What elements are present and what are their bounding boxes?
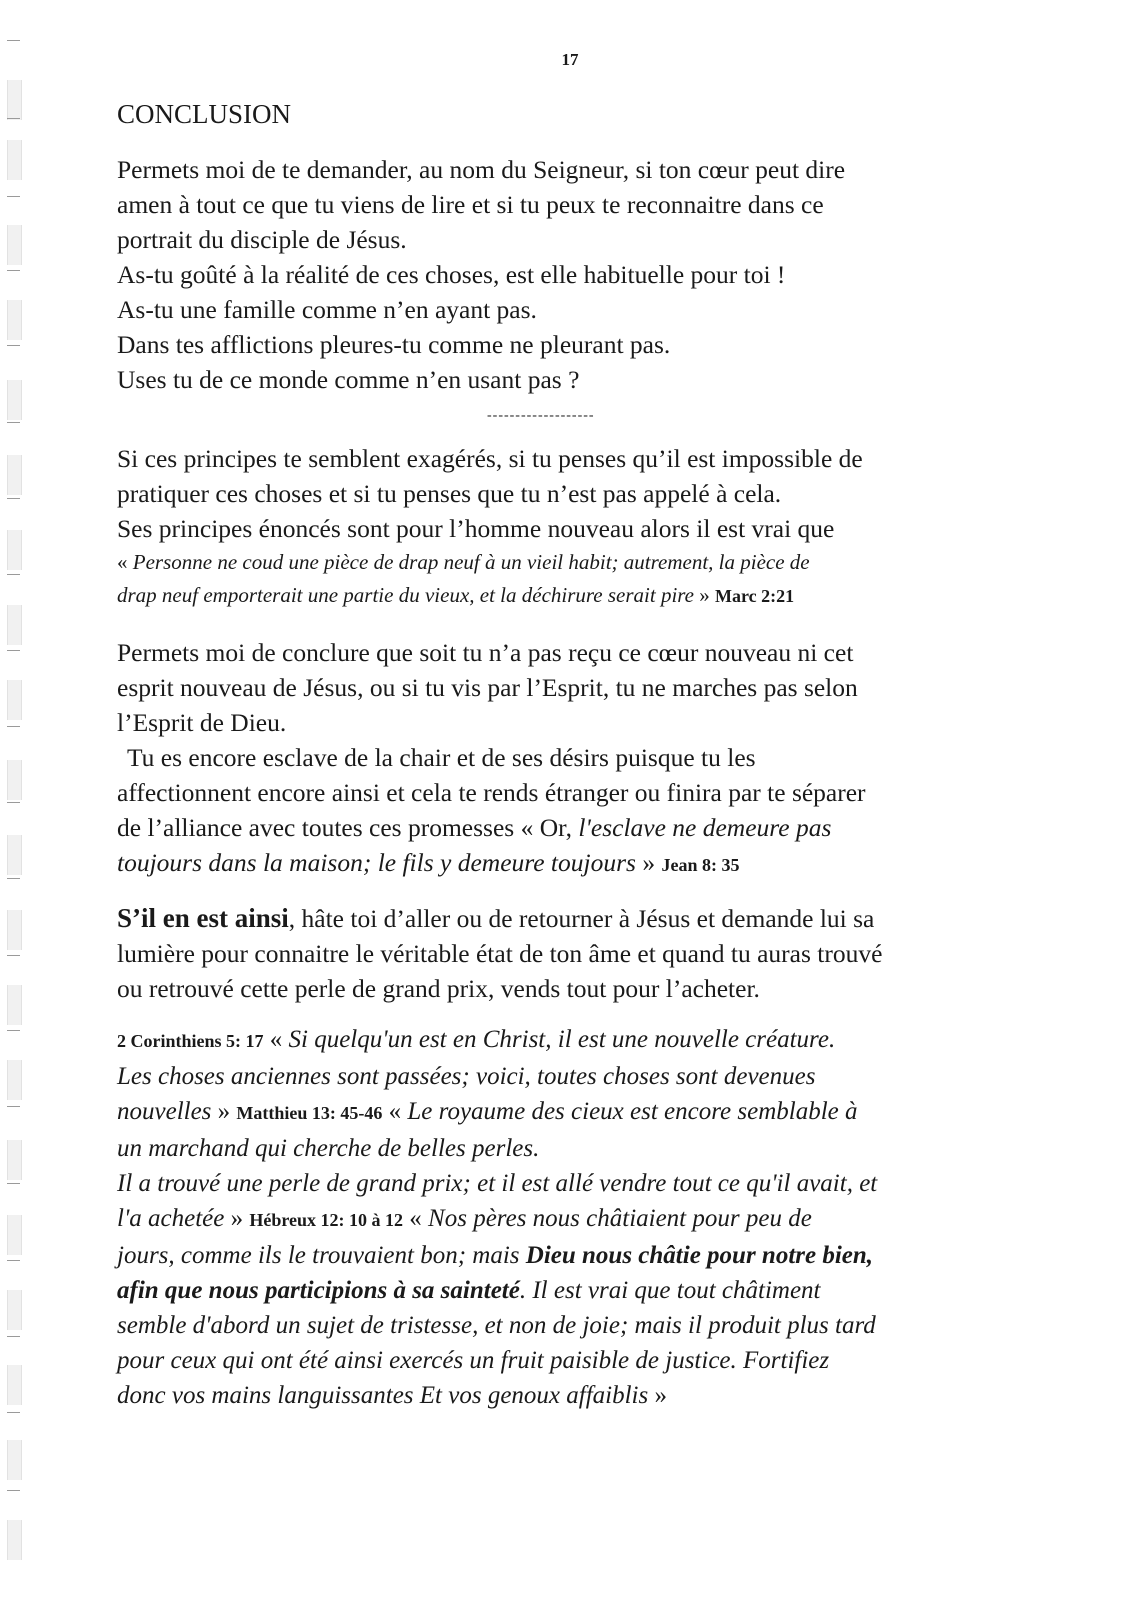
scripture-quote: drap neuf emporterait une partie du vieux, et la déchirure serait pire » Marc 2:21 [117,583,795,607]
text-line: portrait du disciple de Jésus. [117,225,407,254]
paragraph-verses [117,1022,1017,1413]
separator: ------------------- [487,408,595,423]
paragraph-exhortation [117,901,1017,1006]
text-line: esprit nouveau de Jésus, ou si tu vis par l’Esprit, tu ne marches pas selon [117,673,858,702]
text-line: Il a trouvé une perle de grand prix; et il est allé vendre tout ce qu'il avait, et [117,1170,878,1197]
paragraph-slave [117,740,1017,883]
text-line: Permets moi de te demander, au nom du Seigneur, si ton cœur peut dire [117,155,846,184]
text-line: Tu es encore esclave de la chair et de ses désirs puisque tu les [127,743,756,772]
document-body [117,96,1017,1413]
scripture-reference: Jean 8: 35 [661,855,740,875]
text-line: donc vos mains languissantes Et vos genoux affaiblis » [117,1382,667,1409]
text-line: Permets moi de conclure que soit tu n’a pas reçu ce cœur nouveau ni cet [117,638,854,667]
paragraph-intro [117,152,1017,397]
text-line: As-tu goûté à la réalité de ces choses, est elle habituelle pour toi ! [117,260,786,289]
text-line: nouvelles » Matthieu 13: 45-46 « Le royaume des cieux est encore semblable à [117,1098,858,1125]
text-line: Les choses anciennes sont passées; voici, toutes choses sont devenues [117,1063,816,1090]
text-line: semble d'abord un sujet de tristesse, et non de joie; mais il produit plus tard [117,1312,876,1339]
text-line: Ses principes énoncés sont pour l’homme nouveau alors il est vrai que [117,514,835,543]
text-line: pour ceux qui ont été ainsi exercés un fruit paisible de justice. Fortifiez [117,1347,830,1374]
text-line: Dans tes afflictions pleures-tu comme ne pleurant pas. [117,330,671,359]
text-line: l'a achetée » Hébreux 12: 10 à 12 « Nos pères nous châtiaient pour peu de [117,1205,812,1232]
text-line: 2 Corinthiens 5: 17 « Si quelqu'un est en Christ, il est une nouvelle créature. [117,1026,836,1053]
scripture-quote: « Personne ne coud une pièce de drap neuf à un vieil habit; autrement, la pièce de [117,550,810,574]
page-title: CONCLUSION [117,99,292,129]
scan-margin-marks [0,0,26,1611]
text-line: toujours dans la maison; le fils y demeure toujours » Jean 8: 35 [117,848,740,877]
scripture-reference: Matthieu 13: 45-46 [236,1103,383,1123]
scripture-reference: Marc 2:21 [715,586,795,606]
text-line: pratiquer ces choses et si tu penses que tu n’est pas appelé à cela. [117,479,782,508]
text-line: Si ces principes te semblent exagérés, si tu penses qu’il est impossible de [117,444,863,473]
paragraph-conclude [117,635,1017,740]
text-line: Uses tu de ce monde comme n’en usant pas ? [117,365,580,394]
text-line: ou retrouvé cette perle de grand prix, vends tout pour l’acheter. [117,974,760,1003]
text-line: S’il en est ainsi, hâte toi d’aller ou de retourner à Jésus et demande lui sa [117,903,875,933]
text-line: jours, comme ils le trouvaient bon; mais Dieu nous châtie pour notre bien, [117,1242,874,1269]
text-line: affectionnent encore ainsi et cela te rends étranger ou finira par te séparer [117,778,866,807]
text-line: de l’alliance avec toutes ces promesses « Or, l'esclave ne demeure pas [117,813,832,842]
page-number: 17 [561,50,579,69]
text-line: un marchand qui cherche de belles perles. [117,1135,540,1162]
paragraph-principles [117,441,1017,613]
text-line: amen à tout ce que tu viens de lire et si tu peux te reconnaitre dans ce [117,190,824,219]
text-line: As-tu une famille comme n’en ayant pas. [117,295,537,324]
text-line: lumière pour connaitre le véritable état de ton âme et quand tu auras trouvé [117,939,883,968]
scripture-reference: Hébreux 12: 10 à 12 [249,1210,404,1230]
text-line: l’Esprit de Dieu. [117,708,287,737]
text-line: afin que nous participions à sa sainteté. Il est vrai que tout châtiment [117,1277,821,1304]
scripture-reference: 2 Corinthiens 5: 17 [117,1031,264,1051]
